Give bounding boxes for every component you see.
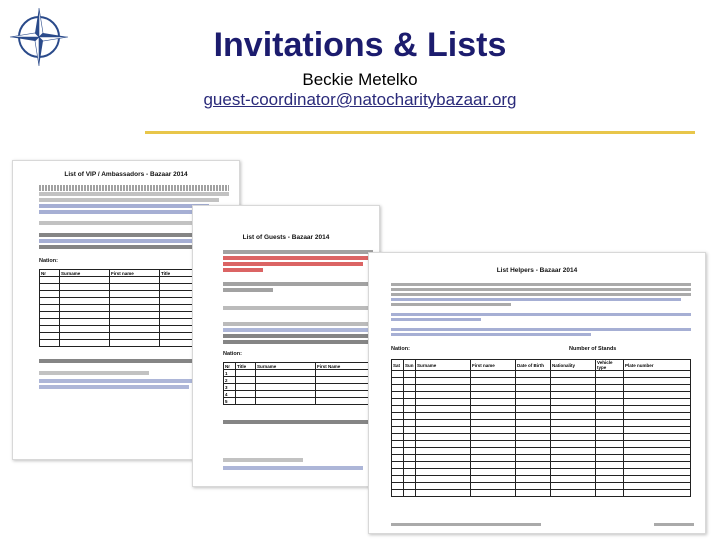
helpers-col-header: Sun [404,360,416,371]
coordinator-email-link[interactable]: guest-coordinator@natocharitybazaar.org [203,90,517,109]
guest-row-number: 4 [224,391,236,398]
helpers-text-line [391,283,691,286]
page-title: Invitations & Lists [213,26,507,64]
guest-list-title: List of Guests - Bazaar 2014 [242,234,330,241]
title-divider [145,131,695,134]
vip-text-line [39,210,199,214]
vip-text-line [39,192,229,196]
helpers-text-line [391,298,681,301]
vip-col-header: Nr [40,270,60,277]
helpers-col-header: Sat [392,360,404,371]
helpers-text-line [391,303,511,306]
vip-table [39,269,211,347]
helpers-stands-label: Number of Stands [569,346,617,352]
guest-text-line [223,288,273,292]
coordinator-name: Beckie Metelko [302,70,418,89]
helpers-nation-label: Nation: [391,346,410,352]
guest-text-line [223,268,263,272]
guest-text-line [223,322,373,326]
vip-nation-label: Nation: [39,258,58,264]
guest-text-line [223,420,368,424]
guest-col-header: First Name [316,363,373,370]
helpers-table [391,359,691,497]
helpers-text-line [391,318,481,321]
helpers-col-header: Surname [416,360,471,371]
guest-row-number: 1 [224,370,236,377]
guest-text-line [223,458,303,462]
helpers-col-header: First name [471,360,516,371]
helpers-list-document [368,252,706,534]
vip-list-title: List of VIP / Ambassadors - Bazaar 2014 [64,171,188,178]
vip-col-header: Surname [60,270,110,277]
vip-text-line [39,359,209,363]
helpers-col-header: Nationality [551,360,596,371]
helpers-text-line [391,293,691,296]
guest-text-line [223,340,368,344]
vip-text-line [39,185,229,191]
helpers-col-header: Date of Birth [516,360,551,371]
vip-col-header: Title [160,270,211,277]
guest-text-line [223,306,368,310]
guest-text-line [223,250,373,254]
helpers-text-line [391,523,541,526]
guest-col-header: Title [236,363,256,370]
guest-row-number: 3 [224,384,236,391]
guest-text-line [223,334,373,338]
vip-text-line [39,204,209,208]
vip-text-line [39,371,149,375]
vip-col-header: First name [110,270,160,277]
guest-text-line [223,256,368,260]
vip-text-line [39,385,189,389]
helpers-list-title: List Helpers - Bazaar 2014 [496,267,578,274]
guest-row-number: 5 [224,398,236,405]
nato-compass-star-icon [8,6,70,68]
guest-table [223,362,373,405]
guest-text-line [223,328,368,332]
helpers-text-line [391,288,691,291]
guest-nation-label: Nation: [223,351,242,357]
vip-text-line [39,198,219,202]
helpers-text-line [391,328,691,331]
vip-text-line [39,239,199,243]
vip-text-line [39,245,204,249]
helpers-text-line [391,333,591,336]
guest-text-line [223,282,373,286]
guest-text-line [223,262,363,266]
guest-list-document [192,205,380,487]
helpers-text-line [654,523,694,526]
guest-text-line [223,466,363,470]
guest-col-header: Nr [224,363,236,370]
vip-text-line [39,233,209,237]
guest-col-header: Surname [256,363,316,370]
vip-text-line [39,379,199,383]
helpers-col-header: Plate number [624,360,691,371]
helpers-text-line [391,313,691,316]
guest-row-number: 2 [224,377,236,384]
helpers-col-header: Vehicle type [596,360,624,371]
